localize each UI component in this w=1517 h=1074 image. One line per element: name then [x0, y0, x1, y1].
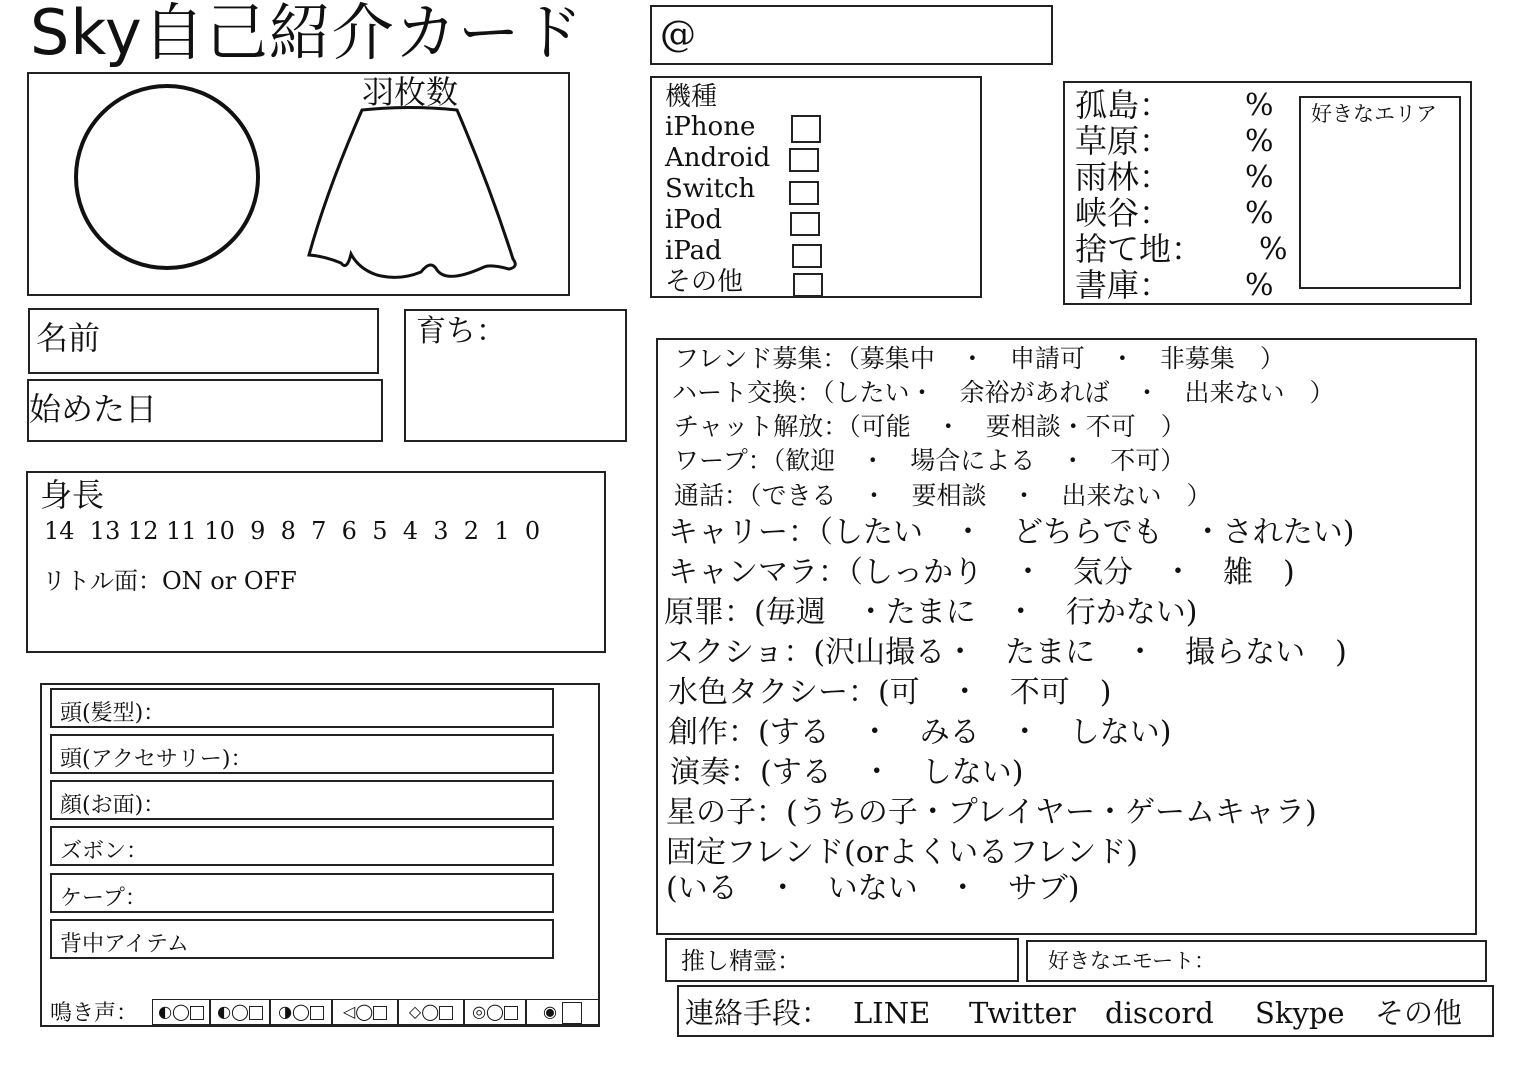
platform-checkbox-android[interactable] [789, 148, 819, 172]
favorite-spirit-field[interactable] [665, 938, 1019, 982]
little-mask-toggle[interactable]: リトル面：ON or OFF [42, 567, 297, 595]
area-percent: % [1245, 160, 1274, 195]
pref-row-screenshot[interactable]: スクショ：(沢山撮る・ たまに ・ 撮らない ) [664, 635, 1347, 670]
voice-option[interactable] [210, 999, 270, 1025]
name-label: 名前 [36, 319, 101, 357]
wing-count-label: 羽枚数 [362, 73, 459, 111]
preferences-box [656, 338, 1477, 935]
area-name: 書庫： [1075, 266, 1172, 304]
platform-option-label: iPod [665, 205, 723, 235]
upbringing-field[interactable] [404, 309, 627, 442]
platform-option-ipod[interactable] [665, 207, 722, 233]
platform-option-label: Switch [665, 174, 756, 204]
area-name: 孤島： [1075, 86, 1172, 124]
area-row [1075, 266, 1172, 304]
voice-icon: ◐◯ [158, 1002, 190, 1021]
voice-checkbox[interactable] [310, 1006, 324, 1020]
platform-option-switch[interactable] [665, 176, 755, 202]
pref-row-fixed-friend[interactable]: 固定フレンド(orよくいるフレンド) [666, 835, 1138, 870]
platform-checkbox-ipad[interactable] [792, 244, 822, 268]
contact-line[interactable]: LINE [853, 996, 931, 1030]
platform-option-label: その他 [665, 267, 744, 297]
contact-twitter[interactable]: Twitter [969, 996, 1076, 1030]
area-name: 捨て地： [1075, 230, 1204, 268]
start-date-label: 始めた日 [29, 390, 158, 428]
height-label: 身長 [40, 476, 105, 514]
area-row [1075, 122, 1172, 160]
voice-checkbox[interactable] [439, 1006, 453, 1020]
voice-option[interactable] [464, 999, 526, 1025]
contact-other[interactable]: その他 [1375, 996, 1463, 1030]
platform-option-iphone[interactable] [665, 114, 755, 140]
pref-row-warp[interactable]: ワープ：（歓迎 ・ 場合による ・ 不可） [674, 446, 1186, 475]
name-field[interactable] [28, 308, 379, 374]
platform-checkbox-ipod[interactable] [790, 212, 820, 236]
cust-row-label: 背中アイテム [60, 932, 189, 957]
areas-box [1063, 81, 1472, 305]
voice-option[interactable] [526, 999, 598, 1025]
area-name: 草原： [1075, 122, 1172, 160]
voice-icon: ◉ [542, 1002, 557, 1021]
pref-row-carry[interactable]: キャリー：（したい ・ どちらでも ・されたい) [668, 515, 1355, 550]
voice-option[interactable] [152, 999, 210, 1025]
contact-skype[interactable]: Skype [1255, 996, 1345, 1030]
area-name: 峡谷： [1075, 194, 1172, 232]
voice-option[interactable] [270, 999, 332, 1025]
pref-row-music[interactable]: 演奏：(する ・ しない) [670, 755, 1024, 790]
cust-row-label: 頭(アクセサリー)： [60, 747, 253, 772]
voice-icon: ◑◯ [278, 1002, 310, 1021]
at-handle-field[interactable] [650, 5, 1053, 65]
cust-row-label: ズボン： [60, 839, 149, 864]
voice-icon: ◁◯ [342, 1002, 374, 1021]
platform-option-other[interactable] [665, 269, 743, 295]
platform-option-ipad[interactable] [665, 238, 722, 264]
cust-row-hair[interactable] [50, 688, 554, 728]
pref-row-blue-taxi[interactable]: 水色タクシー：(可 ・ 不可 ) [668, 675, 1112, 710]
pref-row-friend-recruit[interactable]: フレンド募集：（募集中 ・ 申請可 ・ 非募集 ） [674, 344, 1285, 373]
area-percent: % [1245, 124, 1274, 159]
voice-checkbox[interactable] [504, 1006, 518, 1020]
favorite-emote-label: 好きなエモート： [1048, 949, 1216, 973]
pref-row-eden[interactable]: 原罪：(毎週 ・たまに ・ 行かない) [664, 595, 1198, 630]
area-row [1075, 230, 1204, 268]
pref-row-fixed-friend-options[interactable]: (いる ・ いない ・ サブ) [666, 871, 1080, 906]
platform-checkbox-switch[interactable] [789, 181, 819, 205]
platform-option-android[interactable] [665, 145, 770, 171]
area-row [1075, 86, 1172, 124]
area-percent: % [1259, 232, 1288, 267]
cust-row-hat[interactable] [50, 734, 554, 774]
customization-box [40, 683, 600, 1027]
cust-row-label: 頭(髪型)： [60, 701, 166, 726]
cape-outline-icon [309, 108, 515, 278]
pref-row-candle-run[interactable]: キャンマラ：（しっかり ・ 気分 ・ 雑 ) [668, 555, 1295, 590]
height-box [26, 471, 606, 653]
voice-checkbox[interactable] [190, 1006, 204, 1020]
contact-box [677, 985, 1494, 1037]
platform-heading: 機種 [665, 82, 718, 112]
pref-row-heart-exchange[interactable]: ハート交換：（したい・ 余裕があれば ・ 出来ない ） [672, 378, 1335, 407]
area-row [1075, 158, 1172, 196]
portrait-box [27, 72, 570, 296]
page-title: Sky自己紹介カード [30, 0, 584, 69]
voice-checkbox[interactable] [249, 1006, 263, 1020]
platform-option-label: iPad [665, 236, 722, 266]
voice-options [152, 998, 598, 1028]
favorite-area-box[interactable] [1299, 96, 1461, 289]
cust-row-pants[interactable] [50, 826, 554, 866]
upbringing-label: 育ち： [416, 314, 506, 349]
area-percent: % [1245, 268, 1274, 303]
pref-row-call[interactable]: 通話：（できる ・ 要相談 ・ 出来ない ） [674, 481, 1212, 510]
voice-option[interactable] [398, 999, 464, 1025]
at-sign-label: @ [660, 14, 696, 55]
platform-box [650, 76, 982, 298]
pref-row-creation[interactable]: 創作：(する ・ みる ・ しない) [668, 715, 1172, 750]
voice-checkbox[interactable] [373, 1006, 387, 1020]
platform-checkbox-other[interactable] [793, 273, 823, 297]
cust-row-label: ケープ： [60, 886, 147, 911]
cust-row-cape[interactable] [50, 873, 554, 913]
start-date-field[interactable] [27, 379, 383, 442]
pref-row-sky-kid[interactable]: 星の子：(うちの子・プレイヤー・ゲームキャラ) [666, 795, 1317, 830]
area-row [1075, 194, 1172, 232]
cust-row-label: 顔(お面)： [60, 793, 166, 818]
cust-row-mask[interactable] [50, 780, 554, 820]
favorite-area-label: 好きなエリア [1311, 102, 1437, 126]
area-percent: % [1245, 196, 1274, 231]
area-percent: % [1245, 88, 1274, 123]
contact-label: 連絡手段： [685, 996, 831, 1030]
platform-option-label: Android [665, 143, 771, 173]
voice-checkbox[interactable] [562, 1002, 582, 1024]
favorite-spirit-label: 推し精霊： [681, 947, 801, 975]
voice-icon: ◐◯ [217, 1002, 249, 1021]
contact-discord[interactable]: discord [1105, 996, 1214, 1030]
height-scale[interactable]: 14 13 12 11 10 9 8 7 6 5 4 3 2 1 0 [44, 517, 541, 545]
favorite-emote-field[interactable] [1026, 940, 1487, 982]
cust-row-back-item[interactable] [50, 919, 554, 959]
voice-option[interactable] [332, 999, 398, 1025]
pref-row-chat-unlock[interactable]: チャット解放：（可能 ・ 要相談・不可 ） [674, 412, 1186, 441]
voice-icon: ◇◯ [408, 1002, 440, 1021]
portrait-circle [29, 74, 572, 298]
area-name: 雨林： [1075, 158, 1172, 196]
platform-option-label: iPhone [665, 112, 756, 142]
platform-checkbox-iphone[interactable] [791, 115, 821, 143]
voice-label: 鳴き声： [50, 1001, 139, 1026]
voice-icon: ◎◯ [472, 1002, 504, 1021]
